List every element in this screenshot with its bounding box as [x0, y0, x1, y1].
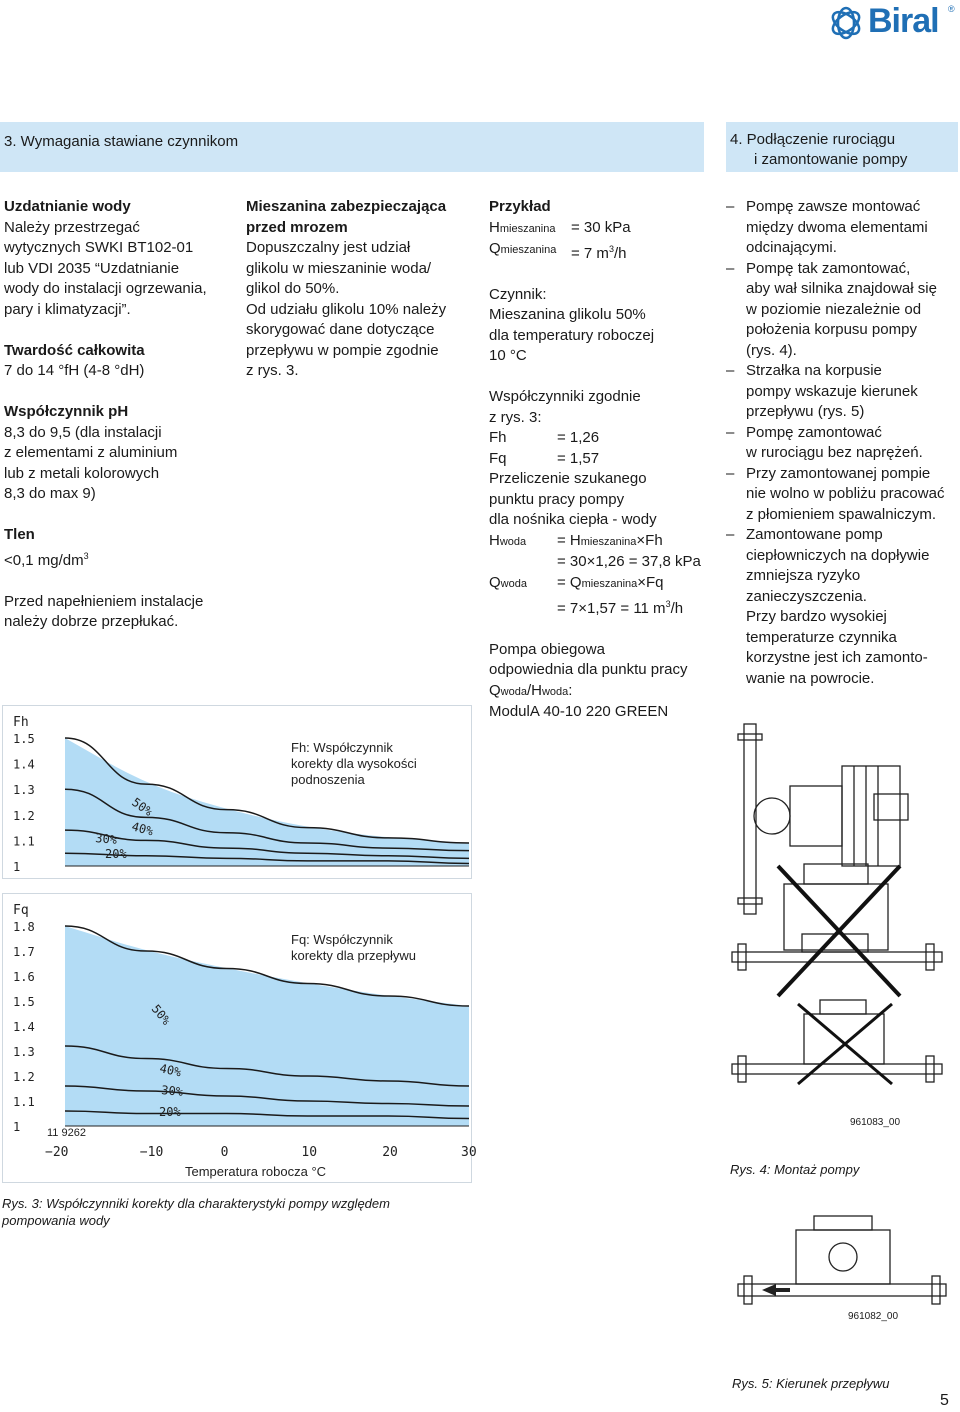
water-treatment-line: wytycznych SWKI BT102-01 [4, 239, 194, 256]
brand-name: Biral [868, 2, 939, 40]
section-3-title: 3. Wymagania stawiane czynnikom [4, 133, 239, 150]
y-tick-label: 1.5 [13, 732, 35, 746]
chart-title-line: Fh: Współczynnik [291, 740, 393, 755]
installation-bullet [726, 197, 960, 259]
bullet-line: między dwoma elementami [746, 218, 928, 236]
x-tick-label: 0 [220, 1145, 229, 1160]
installation-column [726, 197, 960, 689]
y-tick-label: 1.7 [13, 945, 35, 959]
series-label: 50% [129, 794, 156, 819]
coefficients-line: Współczynniki zgodnie [489, 388, 641, 405]
water-requirements-column [4, 197, 232, 633]
medium-line: Czynnik: [489, 285, 547, 303]
bullet-line: Pompę zawsze montować [746, 198, 921, 215]
y-tick-label: 1.2 [13, 808, 35, 823]
fig5-code: 961082_00 [848, 1311, 899, 1322]
bullet-line: w rurociągu bez naprężeń. [746, 444, 923, 461]
bullet-line: (rys. 4). [746, 341, 797, 359]
antifreeze-heading-1: Mieszanina zabezpieczająca [246, 198, 447, 215]
fq-chart-svg [3, 894, 477, 1182]
water-treatment-line: lub VDI 2035 “Uzdatnianie [4, 259, 180, 277]
y-tick-label: 1 [13, 860, 21, 874]
h-water-row: Hwoda = Hmieszanina×Fh [489, 531, 663, 549]
medium-line: 10 °C [489, 347, 527, 364]
bullet-line: Zamontowane pomp [746, 526, 883, 543]
water-treatment-line: Należy przestrzegać [4, 218, 140, 236]
fig5-caption: Rys. 5: Kierunek przepływu [732, 1376, 890, 1391]
bullet-line: wanie na powrocie. [746, 669, 875, 687]
q-mixture-row: Qmieszanina = 7 $m^3/h$ [489, 240, 627, 262]
y-tick-label: 1.6 [13, 970, 35, 984]
bullet-dash: – [726, 464, 735, 482]
y-tick-label: 1.1 [13, 834, 35, 849]
bullet-line: Pompę zamontować [746, 423, 882, 441]
bullet-dash: – [726, 362, 735, 379]
h-mixture-row: Hmieszanina = 30 kPa [489, 218, 631, 236]
section-4-header [726, 122, 958, 172]
bullet-line: zmniejsza ryzyko [746, 567, 861, 584]
duty-point-line: Qwoda/Hwoda: [489, 681, 573, 699]
example-column [489, 197, 719, 723]
series-label: 30% [160, 1083, 184, 1099]
chart-title-line: korekty dla wysokości [291, 756, 417, 771]
fq-row: Fq = 1,57 [489, 449, 600, 467]
oxygen-text: <0,1 $mg/dm^3$ [4, 550, 89, 569]
chart-y-label: Fh [13, 715, 29, 730]
section-4-title-2: i zamontowanie pompy [754, 151, 908, 168]
q-water-row: Qwoda = Qmieszanina×Fq [489, 573, 664, 591]
x-tick-label: −20 [45, 1145, 69, 1160]
water-treatment-heading: Uzdatnianie wody [4, 198, 131, 215]
brand-logo [828, 2, 958, 42]
antifreeze-line: Dopuszczalny jest udział [246, 239, 411, 256]
fh-chart-svg [3, 706, 471, 878]
installation-bullet [726, 464, 960, 526]
ph-line: z elementami z aluminium [4, 444, 178, 461]
x-tick-label: −10 [139, 1145, 164, 1160]
bullet-dash: – [726, 423, 735, 441]
x-tick-label: 30 [461, 1145, 477, 1160]
water-treatment-line: pary i klimatyzacji”. [4, 300, 131, 318]
fig4-code: 961083_00 [850, 1117, 901, 1128]
coefficients-line: z rys. 3: [489, 408, 542, 426]
fig3-caption: Rys. 3: Współczynniki korekty dla charakterystyki pompy względem pompowania wody [2, 1196, 390, 1228]
y-tick-label: 1.4 [13, 757, 35, 772]
hardness-text: 7 do 14 °fH (4-8 °dH) [4, 362, 145, 379]
flush-note-line: Przed napełnieniem instalacje [4, 592, 204, 610]
bullet-line: nie wolno w pobliżu pracować [746, 485, 945, 502]
y-tick-label: 1.1 [13, 1095, 35, 1109]
ph-line: 8,3 do 9,5 (dla instalacji [4, 423, 162, 441]
bullet-line: Przy zamontowanej pompie [746, 464, 931, 482]
h-water-calc-row: = 30×1,26 = 37,8 kPa [557, 553, 701, 570]
series-label: 40% [158, 1061, 183, 1080]
conversion-line: dla nośnika ciepła - wody [489, 511, 657, 528]
q-water-calc-row: = 7×1,57 = 11 $m^3/h$ [557, 599, 684, 617]
series-label: 30% [94, 831, 118, 847]
bullet-dash: – [726, 259, 735, 277]
chart-y-label: Fq [13, 903, 29, 918]
installation-bullet [726, 361, 960, 423]
bullet-line: z płomieniem spawalniczym. [746, 505, 937, 523]
bullet-line: ciepłowniczych na dopływie [746, 546, 930, 564]
antifreeze-line: skorygować dane dotyczące [246, 321, 435, 338]
y-tick-label: 1.2 [13, 1070, 35, 1084]
medium-line: Mieszanina glikolu 50% [489, 306, 646, 323]
antifreeze-heading-2: przed mrozem [246, 218, 348, 236]
ph-line: lub z metali kolorowych [4, 464, 160, 482]
fig4-caption: Rys. 4: Montaż pompy [730, 1162, 860, 1177]
chart-title-line: korekty dla przepływu [291, 948, 416, 963]
antifreeze-line: glikol do 50%. [246, 280, 340, 297]
y-tick-label: 1 [13, 1120, 21, 1134]
bullet-line: zanieczyszczenia. [746, 587, 867, 605]
ph-line: 8,3 do max 9) [4, 485, 96, 502]
brand-swirl-icon [828, 4, 864, 42]
bullet-line: przepływu (rys. 5) [746, 403, 865, 420]
bullet-line: temperaturze czynnika [746, 628, 897, 646]
y-tick-label: 1.4 [13, 1020, 35, 1034]
series-label: 40% [130, 819, 155, 839]
bullet-line: Pompę tak zamontować, [746, 259, 911, 277]
antifreeze-line: glikolu w mieszaninie woda/ [246, 259, 432, 277]
antifreeze-line: przepływu w pompie zgodnie [246, 341, 439, 359]
flush-note-line: należy dobrze przepłukać. [4, 613, 179, 630]
y-tick-label: 1.8 [13, 920, 35, 934]
brand-reg-mark: ® [948, 4, 955, 14]
y-tick-label: 1.3 [13, 1045, 35, 1059]
bullet-line: położenia korpusu pompy [746, 321, 917, 338]
medium-line: dla temperatury roboczej [489, 326, 655, 344]
hardness-heading: Twardość całkowita [4, 341, 145, 359]
series-label: 50% [148, 1001, 174, 1028]
series-label: 20% [105, 847, 127, 861]
pump-line: odpowiednia dla punktu pracy [489, 661, 688, 678]
fh-chart [2, 705, 472, 879]
bullet-dash: – [726, 198, 735, 215]
pump-line: Pompa obiegowa [489, 640, 605, 658]
installation-bullet [726, 259, 960, 362]
pump-mounting-drawing [724, 704, 960, 1136]
bullet-dash: – [726, 526, 735, 543]
chart-title-line: Fq: Współczynnik [291, 932, 393, 947]
fq-chart [2, 893, 477, 1183]
example-heading: Przykład [489, 198, 551, 215]
fh-row: Fh = 1,26 [489, 429, 600, 446]
ph-heading: Współczynnik pH [4, 403, 129, 420]
section-3-header [0, 122, 704, 172]
bullet-line: aby wał silnika znajdował się [746, 280, 937, 297]
installation-bullet [726, 423, 960, 464]
bullet-line: w poziomie niezależnie od [746, 300, 922, 318]
bullet-line: Strzałka na korpusie [746, 362, 882, 379]
installation-bullet [726, 525, 960, 689]
conversion-line: punktu pracy pompy [489, 490, 625, 508]
y-tick-label: 1.3 [13, 783, 35, 798]
pump-flow-drawing [732, 1212, 952, 1322]
y-tick-label: 1.5 [13, 995, 35, 1009]
conversion-line: Przeliczenie szukanego [489, 470, 647, 487]
bullet-line: Przy bardzo wysokiej [746, 608, 887, 625]
section-4-title-1: 4. Podłączenie rurociągu [730, 131, 896, 148]
pump-model: ModulA 40-10 220 GREEN [489, 703, 669, 720]
chart-code: 11 9262 [47, 1127, 86, 1139]
bullet-line: odcinającymi. [746, 239, 837, 256]
x-tick-label: 10 [301, 1145, 318, 1160]
antifreeze-line: z rys. 3. [246, 362, 299, 379]
bullet-line: pompy wskazuje kierunek [746, 382, 918, 400]
chart-x-label: Temperatura robocza °C [185, 1164, 327, 1179]
series-label: 20% [159, 1105, 181, 1119]
antifreeze-line: Od udziału glikolu 10% należy [246, 300, 447, 318]
antifreeze-column [246, 197, 476, 382]
oxygen-heading: Tlen [4, 526, 35, 543]
water-treatment-line: wody do instalacji ogrzewania, [4, 280, 207, 297]
chart-title-line: podnoszenia [291, 772, 365, 787]
page-number: 5 [940, 1392, 949, 1409]
x-tick-label: 20 [382, 1145, 398, 1160]
bullet-line: korzystne jest ich zamonto- [746, 649, 928, 666]
